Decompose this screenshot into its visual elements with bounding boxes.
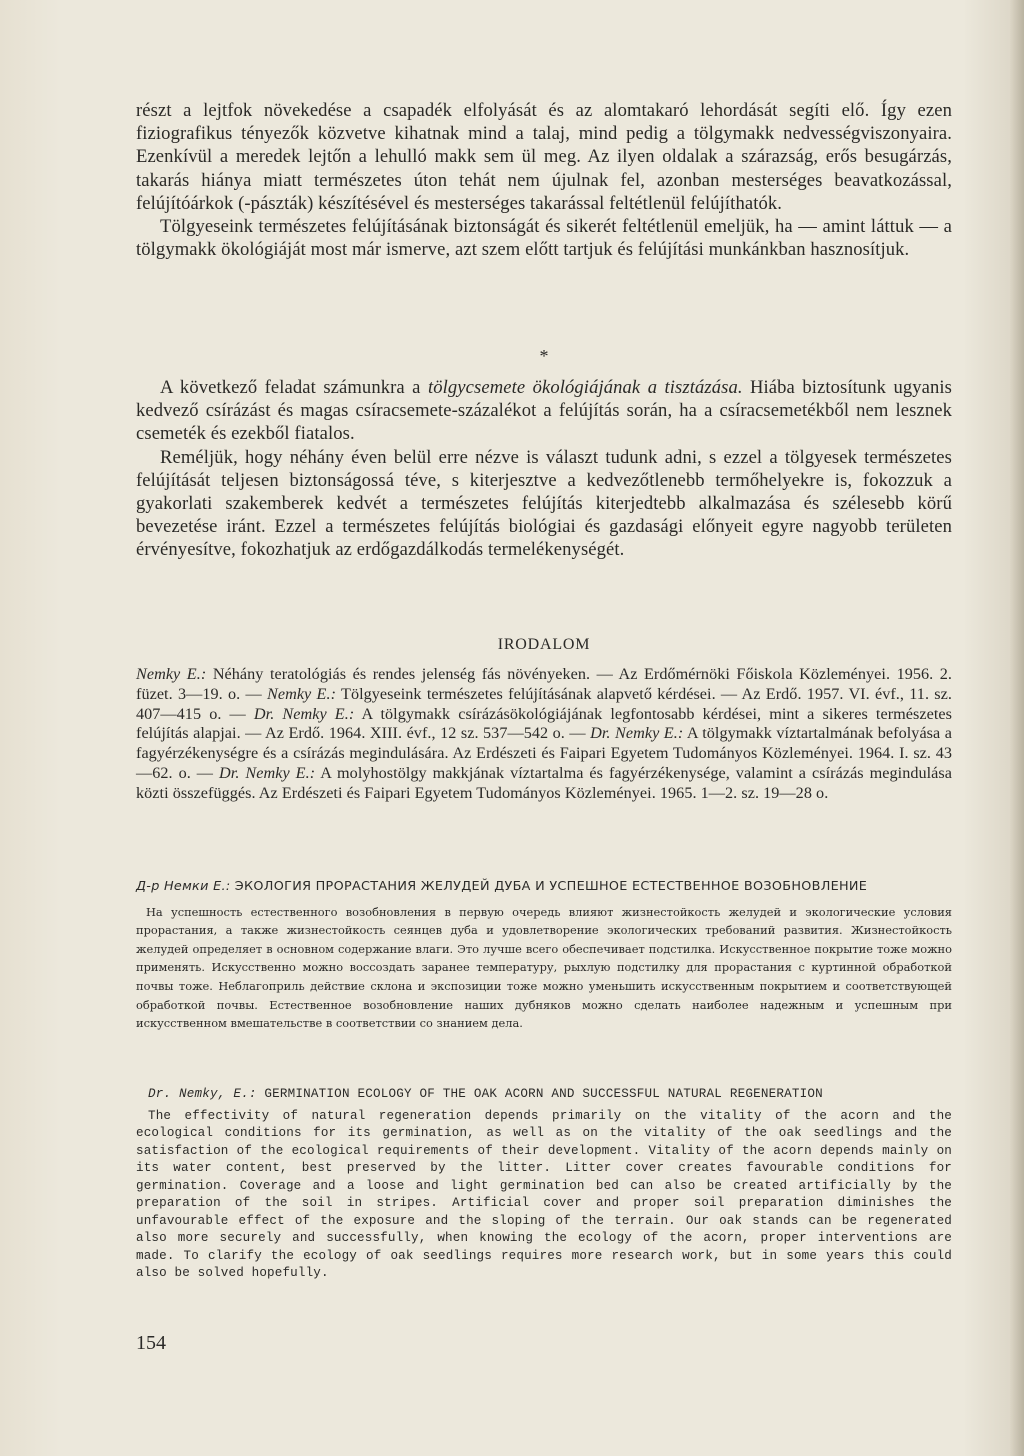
reference-author: Nemky E.:: [136, 665, 207, 683]
english-summary-body: The effectivity of natural regeneration depends primarily on the vitality of the acorn and the ecological conditions for its germination, as well as on the vitality of the oak seedlings and the satisfaction of the ecological requirements of their development. Vitality of the acorn depends mainly on its water content, best preserved by the litter. Litter cover creates favourable conditions for germination. Coverage and a loose and light germination bed can also be created artificially by the preparation of the soil in stripes. Artificial cover and proper soil preparation diminishes the unfavourable effect of the exposure and the sloping of the terrain. Our oak stands can be regenerated also more securely and successfully, when knowing the ecology of the acorn, proper interventions are made. To clarify the ecology of oak seedlings requires more research work, but in some years this could also be solved hopefully.: [136, 1108, 952, 1280]
reference-text: Néhány teratológiás és rendes jelenség fás növényeken. — Az Erdőmérnöki Főiskola Közleményei. 1956. 2. füzet. 3—19. o. —: [136, 665, 952, 703]
paragraph-3-rest: Hiába biztosítunk ugyanis kedvező csírázást és magas csíracsemete-százalékot a felújítás során, ha a csíracsemetékből nem lesznek csemeték és ezekből fiatalos.: [136, 377, 953, 445]
russian-title: ЭКОЛОГИЯ ПРОРАСТАНИЯ ЖЕЛУДЕЙ ДУБА И УСПЕШНОЕ ЕСТЕСТВЕННОЕ ВОЗОБНОВЛЕНИЕ: [230, 879, 868, 894]
english-summary: [136, 1086, 952, 1283]
reference-text: Tölgyeseink természetes felújításának alapvető kérdései. — Az Erdő. 1957. VI. évf., 11. sz. 407—415 o. —: [136, 684, 952, 723]
reference-text: A tölgymakk víztartalmának befolyása a fagyérzékenységre és a csírázás megindulására. Az Erdészeti és Faipari Egyetem Tudományos Közleményei. 1964. I. sz. 43—62. o. —: [136, 724, 952, 782]
main-text-2: [136, 376, 952, 562]
separator-block: [136, 346, 952, 367]
reference-text: A molyhostölgy makkjának víztartalma és fagyérzékenysége, valamint a csírázás megindulása közti összefüggés. Az Erdészeti és Faipari Egyetem Tudományos Közleményei. 1965. 1—2. sz. 19—28 o.: [136, 763, 952, 802]
russian-summary-title: [136, 879, 952, 895]
paragraph-4: Reméljük, hogy néhány éven belül erre nézve is választ tudunk adni, s ezzel a tölgyesek természetes felújítását teljesen biztonságossá téve, s kiterjesztve a kedvezőtlenebb termőhelyekre is, fokozzuk a gyakorlati szakemberek kedvét a természetes felújítás kiterjedtebb alkalmazása és szélesebb körű bevezetése iránt. Ezzel a természetes felújítás biológiai és gazdasági előnyeit egyre nagyobb területen érvényesítve, fokozhatjuk az erdőgazdálkodás termelékenységét.: [136, 446, 952, 561]
references-heading: IRODALOM: [497, 636, 591, 653]
reference-author: Dr. Nemky E.:: [219, 763, 316, 782]
paragraph-2: Tölgyeseink természetes felújításának biztonságát és sikerét feltétlenül emeljük, ha — amint láttuk — a tölgymakk ökológiáját most már ismerve, azt szem előtt tartjuk és felújítási munkánkban hasznosítjuk.: [136, 216, 952, 261]
references-heading-block: [136, 636, 952, 654]
page-number: 154: [136, 1332, 166, 1354]
russian-summary: [136, 879, 952, 1033]
russian-summary-body: На успешность естественного возобновления в первую очередь влияют жизнестойкость желудей и экологические условия прорастания, а также жизнестойкость сеянцев дуба и удовлетворение экологических требований развития. Жизнестойкость желудей определяет в основном содержание влаги. Это лучше всего обеспечивает подстилка. Искусственное покрытие тоже можно применять. Искусственно можно воссоздать заранее температуру, рыхлую подстилку для прорастания с куртинной обработкой почвы тоже. Неблагоприль действие склона и экспозиции тоже можно уменьшить искусственным покрытием и соответствующей обработкой почвы. Естественное возобновление наших дубняков можно сделать наиболее надежным и успешным при искусственном вмешательстве в соответствии со знанием дела.: [136, 904, 952, 1031]
reference-text: A tölgymakk csírázásökológiájának legfontosabb kérdései, mint a sikeres természetes felújítás alapjai. — Az Erdő. 1964. XIII. évf., 12 sz. 537—542 o. —: [136, 704, 952, 743]
main-text: [136, 99, 952, 261]
references: [136, 665, 952, 804]
english-title: GERMINATION ECOLOGY OF THE OAK ACORN AND SUCCESSFUL NATURAL REGENERATION: [256, 1087, 823, 1101]
paragraph-1: részt a lejtfok növekedése a csapadék elfolyását és az alomtakaró lehordását segíti elő. Így ezen fiziografikus tényezők közvetve kihatnak mind a talaj, mind pedig a tölgymakk nedvességviszonyaira. Ezenkívül a meredek lejtőn a lehulló makk sem ül meg. Az ilyen oldalak a szárazság, erős besugárzás, takarás hiánya miatt természetes úton tehát nem újulnak fel, azonban mesterséges beavatkozással, felújítóárkok (-pászták) készítésével és mesterséges takarással feltétlenül felújíthatók.: [136, 100, 952, 214]
reference-list: [136, 665, 952, 804]
reference-author: Dr. Nemky E.:: [590, 724, 684, 743]
paragraph-3-emphasis: tölgycsemete ökológiájának a tisztázása.: [427, 377, 743, 398]
page-edge: [1010, 0, 1024, 1456]
reference-author: Nemky E.:: [267, 684, 337, 703]
english-author: Dr. Nemky, E.:: [148, 1087, 257, 1101]
paragraph-3: [136, 376, 952, 446]
separator-star: *: [539, 346, 549, 366]
paragraph-3-lead: A következő feladat számunkra a: [160, 377, 428, 398]
russian-author: Д-р Немки Е.:: [136, 879, 231, 894]
reference-author: Dr. Nemky E.:: [253, 704, 355, 723]
english-summary-title: [136, 1086, 952, 1104]
